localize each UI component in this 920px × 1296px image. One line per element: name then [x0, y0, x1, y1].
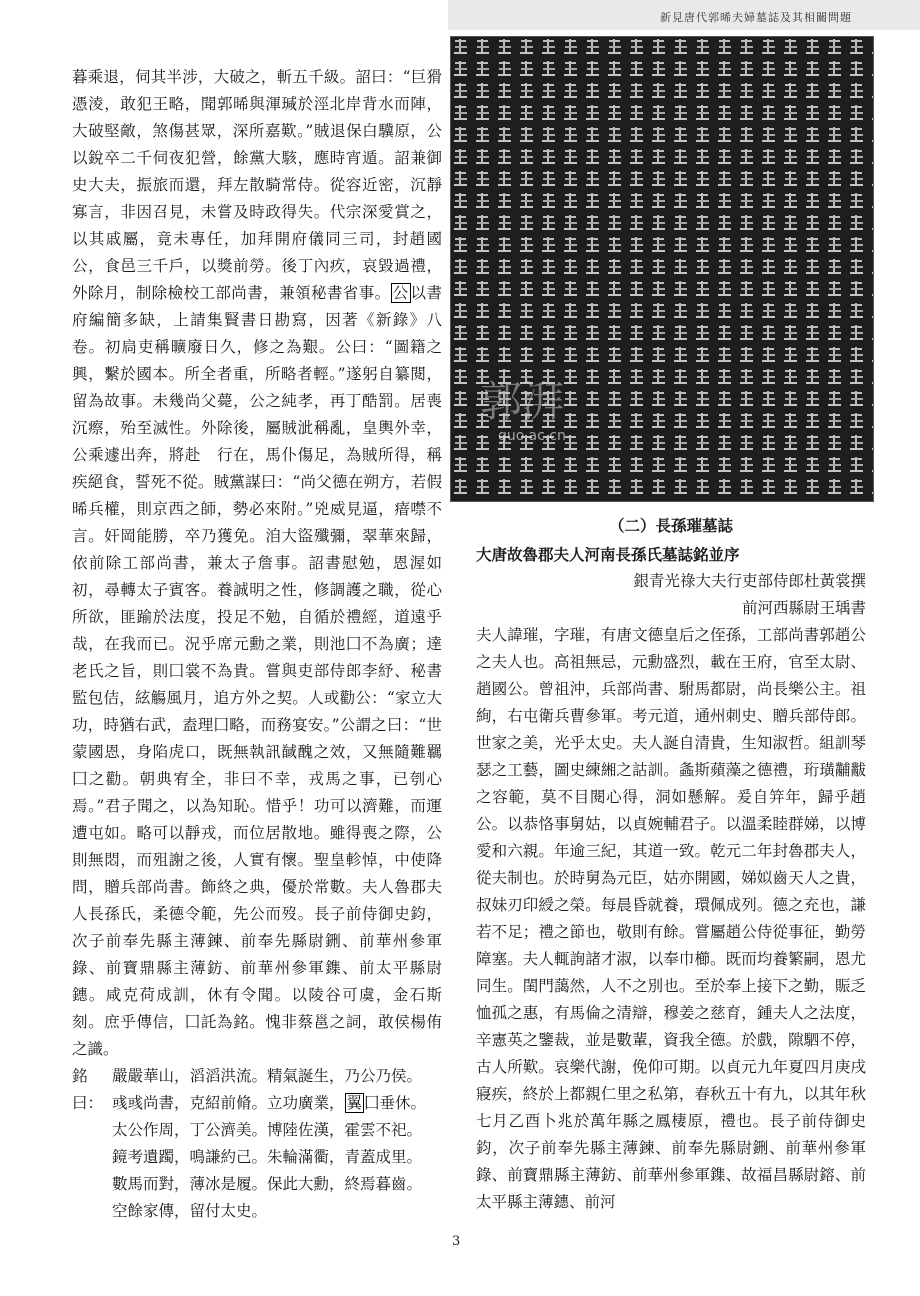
- right-body: 夫人諱璀，字璀，有唐文德皇后之侄孫，工部尚書郭趙公之夫人也。高祖無忌，元勳盛烈，載在王府，官至太尉、趙國公。曾祖沖，兵部尚書、駙馬都尉，尚長樂公主。祖絢，右屯衛兵曹參軍。考元道，通州刺史、贈兵部侍郎。世家之美，光乎太史。夫人誕自清貴，生知淑哲。組訓琴瑟之工藝，圖史練緗之詁訓。螽斯蘋藻之德禮，珩璜黼黻之容範，莫不目閱心得，洞如懸解。爰自笄年，歸乎趙公。以恭恪事舅姑，以貞婉輔君子。以溫柔睦群娣，以博愛和六親。年逾三紀，其道一致。乾元二年封魯郡夫人，從夫制也。於時舅為元臣，姑亦開國，娣姒齒天人之貴，叔妹刃印綬之榮。每晨昏就養，環佩成列。德之充也，謙若不足；禮之節也，敬則有餘。嘗屬趙公侍從事征，勤勞障塞。夫人輒詢諸才淑，以奉巾櫛。既而均養繁嗣，恩尤同生。閨門藹然，人不之別也。至於奉上接下之勤，賑乏恤孤之惠，有馬倫之清辯，穆姜之慈育，鍾夫人之法度，辛憲英之鑒裁，並是數輩，資我全德。於戲，隙駟不停，古人所歎。哀樂代謝，俛仰可期。以貞元九年夏四月庚戌寢疾，終於上都親仁里之私第，春秋五十有九，以其年秋七月乙酉卜兆於萬年縣之鳳棲原，禮也。長子前侍御史鈞，次子前奉先縣主薄鍊、前奉先縣尉鉶、前華州參軍錄、前寶鼎縣主薄鈁、前華州參軍鏶、故福昌縣尉鎔、前太平縣主薄鏸、前河: [476, 626, 866, 1211]
- verse-line: [112, 1090, 442, 1117]
- left-body: [72, 64, 442, 1063]
- running-head: 新見唐代郭晞夫婦墓誌及其相關問題: [660, 11, 852, 24]
- right-column: [476, 498, 866, 1216]
- verse-text: 囗垂休。: [364, 1094, 427, 1112]
- inscription-lines: [112, 1063, 442, 1225]
- epitaph-title: 大唐故魯郡夫人河南長孫氏墓誌銘並序: [476, 545, 740, 564]
- verse-line: 鏡考遺躅，鳴謙約己。朱輪滿衢，青蓋成里。: [112, 1148, 423, 1166]
- verse-line: 嚴嚴華山，滔滔洪流。精氣誕生，乃公乃侯。: [112, 1067, 423, 1085]
- watermark-site: guo.ac.cn: [498, 428, 566, 444]
- left-column: [72, 64, 442, 1225]
- rubbing-photo: [450, 36, 874, 502]
- inscription-label: 銘曰：: [72, 1067, 104, 1112]
- header-band: [448, 0, 920, 30]
- left-body-text-2: 以書府編簡多缺，上請集賢書日勘寫，因著《新錄》八卷。初扃吏稱曠廢日久，修之為艱。公曰：“圖籍之興，繫於國本。所全者重，所略者輕。”遂躬自纂閱，留為故事。未幾尚父薨，公之純孝，再丁酷罰。居喪沉瘵，殆至滅性。外除後，屬賊泚稱亂，皇輿外幸，公乘遽出奔，將赴 行在，馬仆傷足，為賊所得，稱疾絕食，誓死不從。賊黨謀曰：“尚父德在朔方，若假晞兵權，則京西之師，勢必來附。”兇威見逼，瘖噤不言。奸岡能勝，卒乃獲免。洎大盜殲彌，翠華來歸，依前除工部尚書，兼太子詹事。詔書慰勉，恩渥如初，尋轉太子賓客。養誠明之性，修調護之職，從心所欲，匪踰於法度，投足不勉，自循於禮經，道遠乎哉，在我而已。況乎席元勳之業，則池囗不為廣；達老氏之旨，則囗裳不為貴。嘗與吏部侍郎李紓、秘書監包佶，絃觴風月，追方外之契。人或勸公：“家立大功，時猶右武，盍理囗略，而務宴安。”公謂之曰：“世蒙國恩，身陷虎口，既無執訊馘醜之效，又無隨難羈囗之勸。朝典宥全，非曰不幸，戎馬之事，已刳心焉。”君子聞之，以為知恥。惜乎！功可以濟難，而運遭屯如。略可以靜戎，而位居散地。雖得喪之際，公則無悶，而殂謝之後，人實有懷。聖皇軫悼，中使降問，贈兵部尚書。飾終之典，優於常數。夫人魯郡夫人長孫氏，柔德令範，先公而歿。長子前侍御史鈞，次子前奉先縣主薄鍊、前奉先縣尉鉶、前華州參軍錄、前寶鼎縣主薄鈁、前華州參軍鏶、前太平縣尉鏸。咸克荷成訓，休有令聞。以陵谷可虞，金石斯刻。庶乎傳信，囗託為銘。愧非蔡邕之詞，敢侯楊侑之識。: [72, 284, 442, 1058]
- left-body-text-1: 暮乘退，伺其半涉，大破之，斬五千級。詔曰：“巨猾憑淩，敢犯王略，聞郭晞與渾瑊於涇北岸背水而陣，大破堅敵，煞傷甚眾，深所嘉歎。”賊退保白驥原，公以銳卒二千伺夜犯營，餘黨大駭，應時宵遁。詔兼御史大夫，振旅而還，拜左散騎常侍。從容近密，沉靜寡言，非因召見，未嘗及時政得失。代宗深愛賞之，以其戚屬，竟未專任，加拜開府儀同三司，封趙國公，食邑三千戶，以獎前勞。後丁內疚，哀毀過禮，外除月，制除檢校工部尚書，兼領秘書省事。: [72, 68, 442, 302]
- verse-text: 彧彧尚書，克紹前脩。立功廣業，: [112, 1094, 345, 1112]
- inscription-verse: [72, 1063, 442, 1225]
- verse-line: 空餘家傳，留付太史。: [112, 1202, 268, 1220]
- boxed-char: 翼: [346, 1094, 363, 1112]
- rubbing-image: [450, 36, 874, 502]
- page-number: 3: [452, 1234, 461, 1249]
- verse-line: 數馬而對，薄冰是履。保此大勳，終焉暮齒。: [112, 1175, 423, 1193]
- section-title: （二）長孫璀墓誌: [608, 516, 733, 535]
- verse-line: 太公作周，丁公濟美。博陸佐漢，霍雲不祀。: [112, 1121, 423, 1139]
- boxed-char: 公: [392, 284, 409, 302]
- author-byline: 銀青光祿大夫行吏部侍郎杜黃裳撰: [633, 572, 866, 590]
- calligrapher-byline: 前河西縣尉王瑀書: [741, 599, 866, 617]
- watermark-seal: 郭湃: [480, 377, 565, 426]
